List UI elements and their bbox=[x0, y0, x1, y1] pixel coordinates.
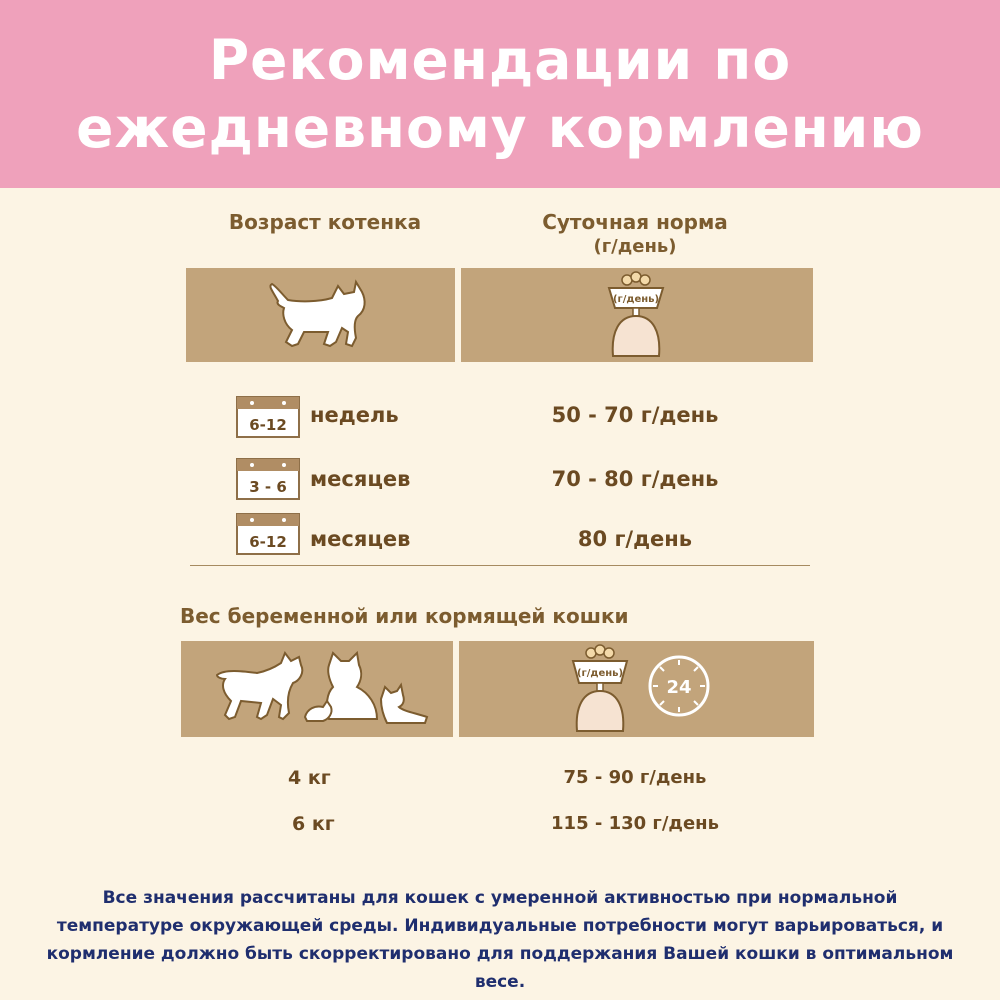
kitten-icon bbox=[186, 268, 455, 362]
cats-family-icon bbox=[181, 641, 453, 737]
pregnant-section-title: Вес беременной или кормящей кошки bbox=[180, 604, 629, 628]
norm-panel bbox=[461, 268, 813, 362]
calendar-icon bbox=[236, 458, 300, 500]
kitten-row-1-unit: недель bbox=[310, 403, 399, 427]
calendar-badge-text: 6-12 bbox=[249, 416, 287, 434]
page-title-line-1: Рекомендации по bbox=[208, 28, 792, 92]
header-banner bbox=[0, 0, 1000, 188]
pregnant-norm-panel bbox=[459, 641, 814, 737]
food-bowl-scale-icon bbox=[461, 268, 813, 362]
calendar-badge-text: 6-12 bbox=[249, 533, 287, 551]
pregnant-row-2-weight: 6 кг bbox=[292, 813, 335, 835]
clock-24-icon bbox=[647, 654, 711, 718]
bowl-label: (г/день) bbox=[612, 294, 660, 305]
kitten-row-3-unit: месяцев bbox=[310, 527, 411, 551]
pregnant-row-2-value: 115 - 130 г/день bbox=[551, 813, 719, 834]
bowl-label: (г/день) bbox=[576, 668, 624, 679]
calendar-icon bbox=[236, 396, 300, 438]
pregnant-row-1-value: 75 - 90 г/день bbox=[563, 767, 707, 788]
kitten-row-1-value: 50 - 70 г/день bbox=[551, 403, 719, 427]
cats-panel bbox=[181, 641, 453, 737]
pregnant-row-1-weight: 4 кг bbox=[288, 767, 331, 789]
norm-column-unit: (г/день) bbox=[593, 236, 677, 257]
calendar-badge-text: 3 - 6 bbox=[249, 478, 287, 496]
norm-column-header bbox=[460, 210, 810, 257]
norm-column-header-text: Суточная норма bbox=[542, 210, 728, 234]
page-title-line-2: ежедневному кормлению bbox=[76, 96, 924, 160]
clock-label: 24 bbox=[666, 677, 692, 698]
kitten-row-2-value: 70 - 80 г/день bbox=[551, 467, 719, 491]
kitten-panel bbox=[186, 268, 455, 362]
kitten-row-3-value: 80 г/день bbox=[577, 527, 693, 551]
age-column-header-text: Возраст котенка bbox=[228, 210, 422, 234]
section-divider bbox=[190, 565, 810, 566]
age-column-header bbox=[190, 210, 460, 234]
kitten-row-2-unit: месяцев bbox=[310, 467, 411, 491]
footnote-text: Все значения рассчитаны для кошек с умеренной активностью при нормальной температуре окружающей среды. Индивидуальные потребности могут варьироваться, и кормление должно быть скорректировано для поддержания Вашей кошки в оптимальном весе. bbox=[46, 888, 954, 992]
calendar-icon bbox=[236, 513, 300, 555]
food-bowl-scale-icon bbox=[459, 641, 814, 737]
